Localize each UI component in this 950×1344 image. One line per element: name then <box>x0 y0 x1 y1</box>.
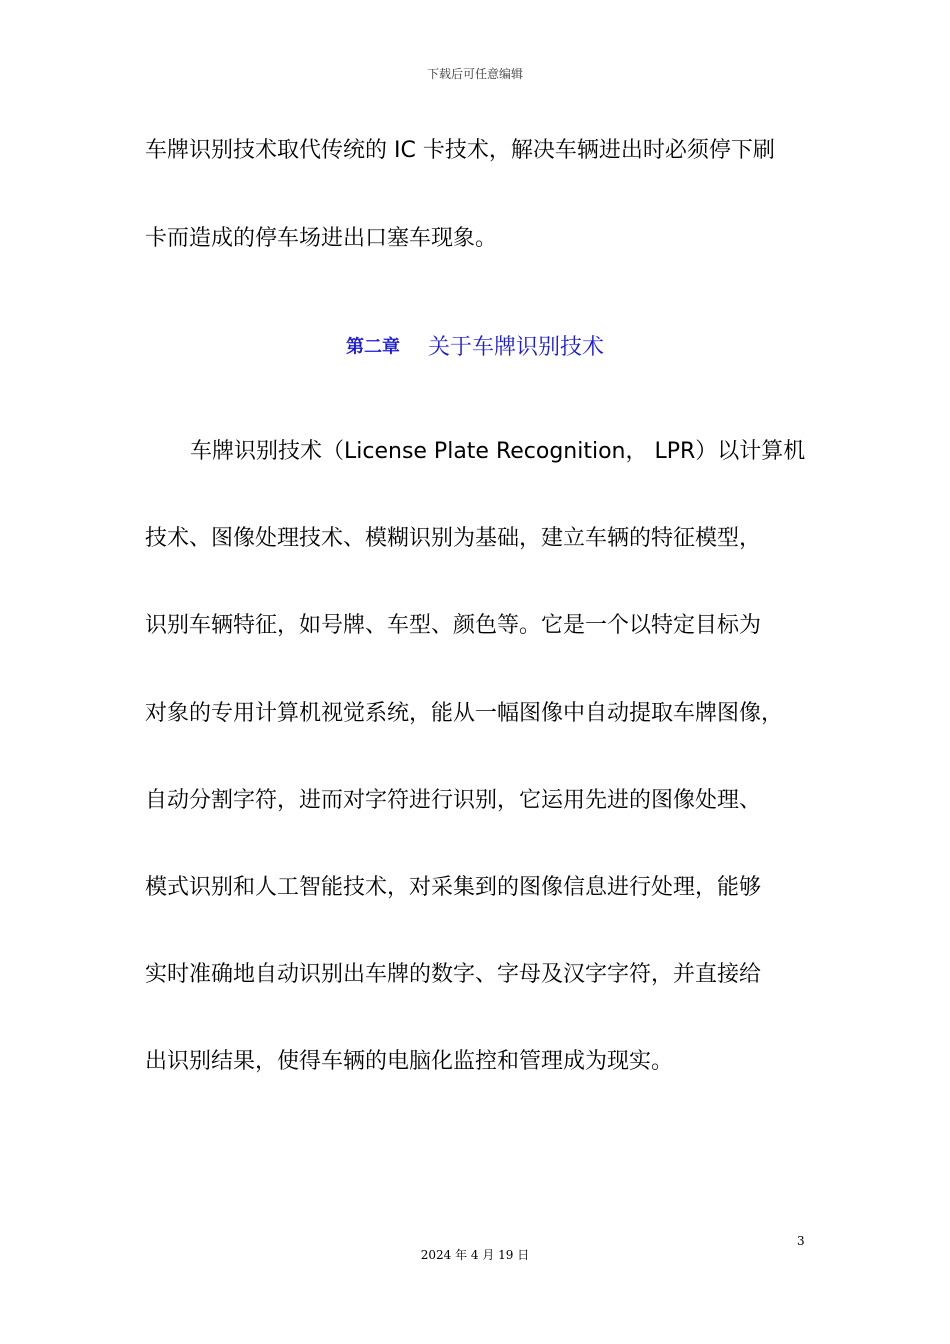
paragraph-line: 卡而造成的停车场进出口塞车现象。 <box>145 226 498 251</box>
chapter-title: 关于车牌识别技术 <box>427 335 604 360</box>
paragraph-line: 出识别结果，使得车辆的电脑化监控和管理成为现实。 <box>145 1049 674 1074</box>
footer-date: 2024 年 4 月 19 日 <box>420 1248 530 1262</box>
chapter-heading <box>0 330 950 361</box>
paragraph-line: 识别车辆特征，如号牌、车型、颜色等。它是一个以特定目标为 <box>145 613 762 638</box>
paragraph-line: 对象的专用计算机视觉系统，能从一幅图像中自动提取车牌图像， <box>145 701 784 726</box>
paragraph-line: 自动分割字符，进而对字符进行识别，它运用先进的图像处理、 <box>145 788 762 813</box>
chapter-number: 第二章 <box>345 336 400 358</box>
page-header: 下载后可任意编辑 <box>426 67 523 81</box>
paragraph-line: 模式识别和人工智能技术，对采集到的图像信息进行处理，能够 <box>145 875 762 900</box>
paragraph-line: 车牌识别技术取代传统的 IC 卡技术，解决车辆进出时必须停下刷 <box>145 138 775 163</box>
paragraph-line: 技术、图像处理技术、模糊识别为基础，建立车辆的特征模型， <box>145 526 762 551</box>
page-number: 3 <box>797 1234 805 1248</box>
paragraph-line: 实时准确地自动识别出车牌的数字、字母及汉字字符，并直接给 <box>145 962 762 987</box>
paragraph-line: 车牌识别技术（License Plate Recognition， LPR）以计算机 <box>190 439 806 464</box>
